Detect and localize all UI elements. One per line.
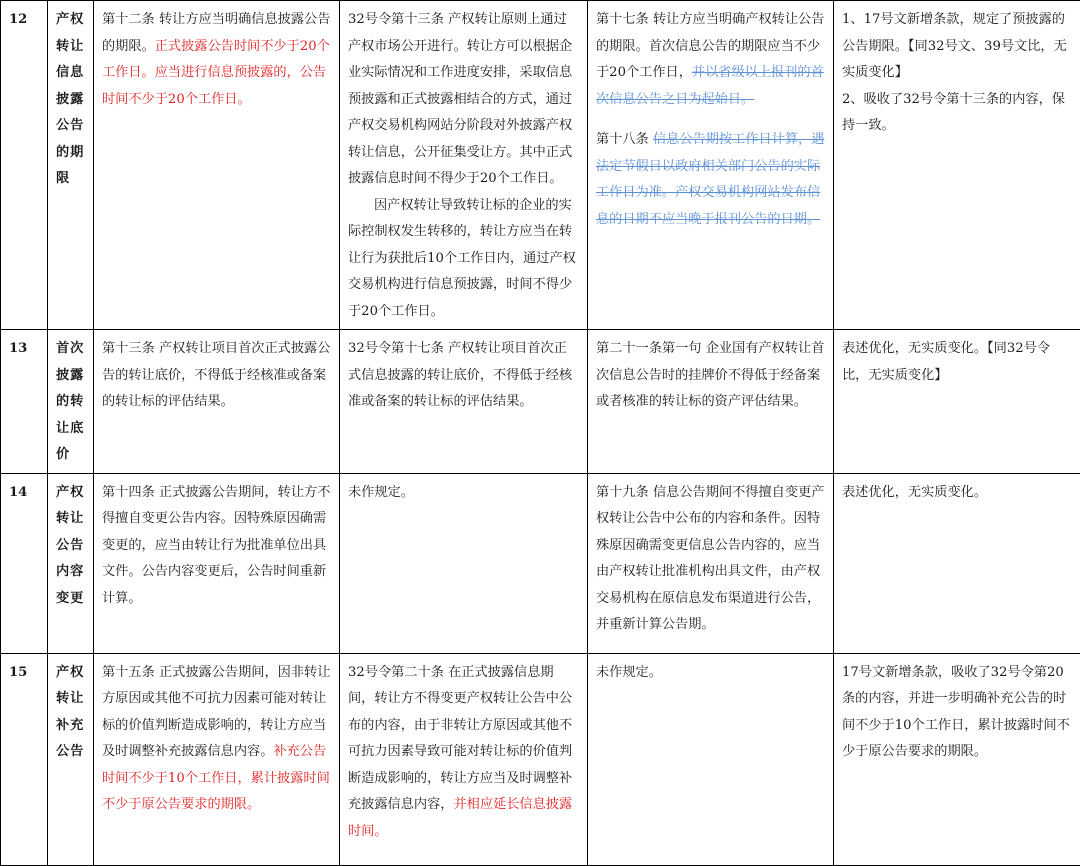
row-number: 15 xyxy=(1,653,48,865)
table-row xyxy=(1,653,1080,865)
highlighted-text: 补充公告时间不少于10个工作日，累计披露时间不少于原公告要求的期限。 xyxy=(102,744,330,812)
cell-old-rule: 第十九条 信息公告期间不得擅自变更产权转让公告中公布的内容和条件。因特殊原因确需变更信息公告内容的，应当由产权转让批准机构出具文件，由产权交易机构在原信息发布渠道进行公告，并重新计算公告期。 xyxy=(588,473,834,653)
table-row xyxy=(1,1,1080,330)
row-number: 14 xyxy=(1,473,48,653)
cell-old-rule xyxy=(588,1,834,330)
cell-paragraph: 32号令第十三条 产权转让原则上通过产权市场公开进行。转让方可以根据企业实际情况和工作进度安排，采取信息预披露和正式披露相结合的方式，通过产权交易机构网站分阶段对外披露产权转让信息，公开征集受让方。其中正式披露信息时间不得少于20个工作日。 xyxy=(348,7,579,193)
cell-new-rule: 第十二条 转让方应当明确信息披露公告的期限。正式披露公告时间不少于20个工作日。应当进行信息预披露的，公告时间不少于20个工作日。 xyxy=(94,1,340,330)
deleted-text: 并以省级以上报刊的首次信息公告之日为起始日。 xyxy=(596,65,824,107)
cell-old-rule: 第二十一条第一句 企业国有产权转让首次信息公告时的挂牌价不得低于经备案或者核准的转让标的资产评估结果。 xyxy=(588,330,834,474)
highlighted-text: 正式披露公告时间不少于20个工作日。应当进行信息预披露的，公告时间不少于20个工作日。 xyxy=(102,39,330,107)
cell-old-rule: 未作规定。 xyxy=(588,653,834,865)
cell-paragraph: 因产权转让导致转让标的企业的实际控制权发生转移的，转让方应当在转让行为获批后10个工作日内，通过产权交易机构进行信息预披露，时间不得少于20个工作日。 xyxy=(348,193,579,326)
cell-paragraph: 第十七条 转让方应当明确产权转让公告的期限。首次信息公告的期限应当不少于20个工作日，并以省级以上报刊的首次信息公告之日为起始日。 xyxy=(596,7,825,113)
cell-paragraph: 2、吸收了32号令第十三条的内容，保持一致。 xyxy=(842,87,1072,140)
highlighted-text: 并相应延长信息披露时间。 xyxy=(348,797,572,839)
cell-new-rule: 第十三条 产权转让项目首次正式披露公告的转让底价，不得低于经核准或备案的转让标的评估结果。 xyxy=(94,330,340,474)
cell-paragraph: 1、17号文新增条款，规定了预披露的公告期限。【同32号文、39号文比，无实质变化】 xyxy=(842,7,1072,87)
table-row xyxy=(1,473,1080,653)
cell-new-rule: 第十五条 正式披露公告期间，因非转让方原因或其他不可抗力因素可能对转让标的价值判断造成影响的，转让方应当及时调整补充披露信息内容。补充公告时间不少于10个工作日，累计披露时间不少于原公告要求的期限。 xyxy=(94,653,340,865)
cell-comment: 表述优化，无实质变化。 xyxy=(834,473,1080,653)
row-number: 13 xyxy=(1,330,48,474)
cell-order-32 xyxy=(340,1,588,330)
deleted-text: 信息公告期按工作日计算，遇法定节假日以政府相关部门公告的实际工作日为准。产权交易机构网站发布信息的日期不应当晚于报刊公告的日期。 xyxy=(596,132,824,227)
cell-comment xyxy=(834,1,1080,330)
table-row xyxy=(1,330,1080,474)
cell-comment: 17号文新增条款，吸收了32号令第20条的内容，并进一步明确补充公告的时间不少于10个工作日，累计披露时间不少于原公告要求的期限。 xyxy=(834,653,1080,865)
row-topic: 产权转让公告内容变更 xyxy=(48,473,94,653)
row-number: 12 xyxy=(1,1,48,330)
cell-order-32: 未作规定。 xyxy=(340,473,588,653)
row-topic: 产权转让补充公告 xyxy=(48,653,94,865)
row-topic: 产权转让信息披露公告的期限 xyxy=(48,1,94,330)
cell-order-32: 32号令第十七条 产权转让项目首次正式信息披露的转让底价，不得低于经核准或备案的转让标的评估结果。 xyxy=(340,330,588,474)
cell-comment: 表述优化，无实质变化。【同32号令比，无实质变化】 xyxy=(834,330,1080,474)
cell-new-rule: 第十四条 正式披露公告期间，转让方不得擅自变更公告内容。因特殊原因确需变更的，应当由转让行为批准单位出具文件。公告内容变更后，公告时间重新计算。 xyxy=(94,473,340,653)
cell-order-32: 32号令第二十条 在正式披露信息期间，转让方不得变更产权转让公告中公布的内容，由于非转让方原因或其他不可抗力因素导致可能对转让标的价值判断造成影响的，转让方应当及时调整补充披露信息内容，并相应延长信息披露时间。 xyxy=(340,653,588,865)
cell-paragraph: 第十八条 信息公告期按工作日计算，遇法定节假日以政府相关部门公告的实际工作日为准。产权交易机构网站发布信息的日期不应当晚于报刊公告的日期。 xyxy=(596,127,825,233)
row-topic: 首次披露的转让底价 xyxy=(48,330,94,474)
